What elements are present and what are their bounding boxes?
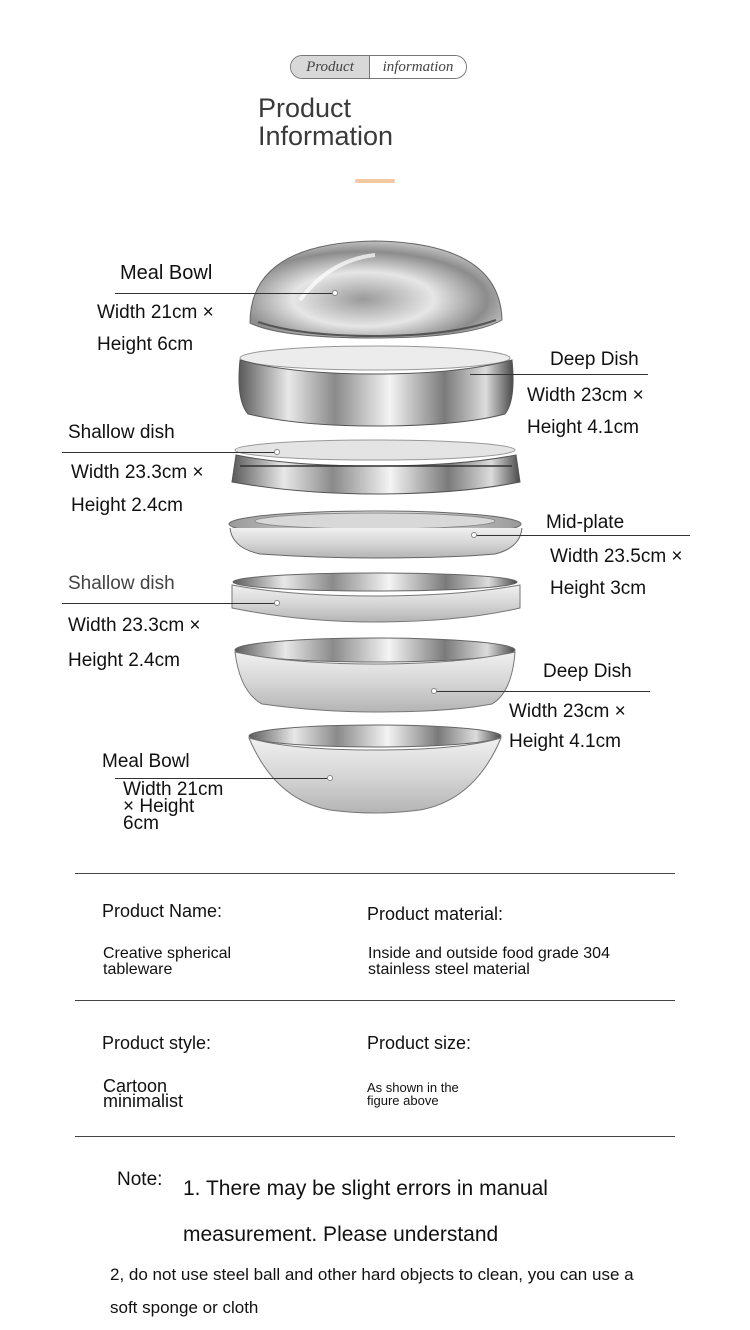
mid-plate-width: Width 23.5cm × [550,546,683,567]
product-style-value [103,1076,184,1111]
mid-plate-leader [475,535,690,536]
product-material-label: Product material: [367,904,504,924]
spec-divider-top [75,873,675,874]
product-size-label: Product size: [367,1033,472,1053]
meal-bowl-top-height: Height 6cm [97,334,194,355]
meal-bowl-top-name: Meal Bowl [120,262,213,284]
meal-bowl-top-width: Width 21cm × [97,302,214,323]
shallow-dish-top-leader [62,452,277,453]
meal-bowl-bottom-line-1: Width 21cm [123,779,224,800]
shallow-dish-top-name: Shallow dish [68,422,175,443]
note-line-1: 1. There may be slight errors in manual measurement. Please understand [183,1177,548,1246]
product-name-label: Product Name: [102,901,223,921]
product-name-value-1: Creative spherical [103,945,232,962]
spec-divider-middle [75,1000,675,1001]
shallow-dish-bottom-name: Shallow dish [68,573,175,594]
meal-bowl-top-leader [115,293,335,294]
tag-left: Product [291,56,370,78]
meal-bowl-top [250,241,502,338]
shallow-dish-top-marker [274,449,280,455]
mid-plate-name: Mid-plate [546,512,625,533]
meal-bowl-bottom [249,725,501,813]
deep-dish-bottom-width: Width 23cm × [509,701,626,722]
shallow-dish-top-width: Width 23.3cm × [71,462,204,483]
deep-dish-bottom [235,638,515,712]
deep-dish-bottom-leader [435,691,650,692]
product-style-label: Product style: [102,1033,212,1053]
shallow-dish-bottom-height: Height 2.4cm [68,650,180,671]
product-size-value-2: figure above [367,1093,439,1108]
note-line-2: 2, do not use steel ball and other hard objects to clean, you can use a soft sponge or cloth [110,1265,634,1317]
meal-bowl-bottom-name: Meal Bowl [102,751,190,772]
shallow-dish-bottom-marker [274,600,280,606]
deep-dish-bottom-name: Deep Dish [543,661,632,682]
meal-bowl-top-marker [332,290,338,296]
product-material-value [368,946,610,978]
spec-divider-bottom [75,1136,675,1137]
deep-dish-bottom-marker [431,688,437,694]
deep-dish-top-height: Height 4.1cm [527,417,639,438]
deep-dish-bottom-height: Height 4.1cm [509,731,621,752]
product-style-value-1: Cartoon [103,1076,168,1096]
product-name-value-2: tableware [103,961,173,978]
product-style-value-2: minimalist [103,1091,184,1111]
shallow-dish-bottom-width: Width 23.3cm × [68,615,201,636]
product-material-value-2: stainless steel material [368,961,530,978]
meal-bowl-bottom-size [123,781,223,832]
deep-dish-top-name: Deep Dish [550,349,639,370]
product-name-value [103,946,231,978]
shallow-dish-bottom [232,573,520,622]
shallow-dish-bottom-leader [62,603,277,604]
shallow-dish-top-height: Height 2.4cm [71,495,183,516]
title-line-2: Information [258,121,394,151]
title-line-1: Product [258,93,352,123]
deep-dish-top-width: Width 23cm × [527,385,644,406]
deep-dish-top-leader [470,374,648,375]
product-size-value [367,1081,459,1107]
product-size-value-1: As shown in the [367,1080,459,1095]
note-label: Note: [117,1169,163,1190]
mid-plate-marker [471,532,477,538]
meal-bowl-bottom-line-3: 6cm [123,813,159,834]
meal-bowl-bottom-line-2: × Height [123,796,195,817]
mid-plate-height: Height 3cm [550,578,647,599]
deep-dish-top [239,346,513,426]
product-material-value-1: Inside and outside food grade 304 [368,945,610,962]
shallow-dish-top [232,440,520,494]
tag-right: information [370,56,466,78]
meal-bowl-bottom-marker [327,775,333,781]
